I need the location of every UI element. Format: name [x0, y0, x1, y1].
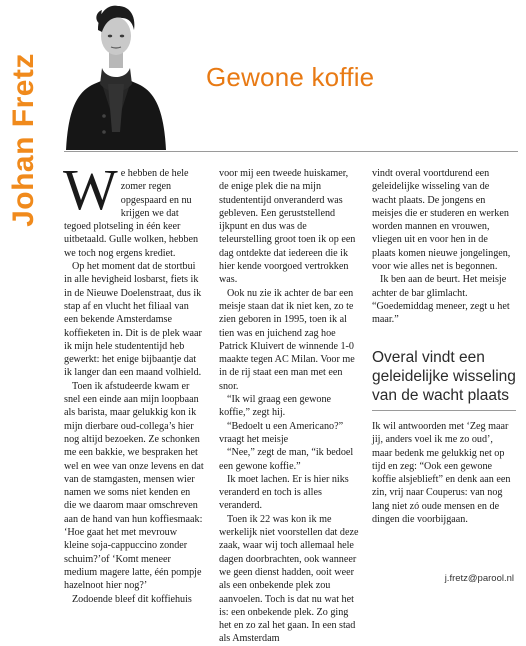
paragraph-5: voor mij een tweede huiskamer, de enige plek die na mijn studententijd onveranderd was gebleven. Een geruststellend ijkpunt en dus was de teleurstelling groot toen ik op een dag ontdekte dat iedereen die ik hier kende voorgoed vertrokken was. — [219, 168, 356, 286]
paragraph-12: vindt overal voortdurend een geleidelijke wisseling van de wacht plaats. De jongens en meisjes die er studeren en werken worden mannen en vrouwen, vliegen uit en voor hen in de plaats komen nieuwe jongelingen, voor wie alles net is begonnen. — [372, 168, 511, 273]
paragraph-1 — [63, 157, 204, 260]
article-column-3-continued — [372, 420, 512, 526]
paragraph-6: Ook nu zie ik achter de bar een meisje staan dat ik niet ken, zo te zien geboren in 1995, toen ik al tien was en juichend zag hoe Patrick Kluivert de winnende 1-0 maakte tegen AC Milan. Voor me in de rij staat een man met een snor. — [219, 287, 355, 392]
pull-quote: Overal vindt een geleidelijke wisseling van de wacht plaats — [372, 349, 516, 404]
paragraph-3: Toen ik afstudeerde kwam er snel een einde aan mijn loopbaan als barista, maar gelukkig kon ik mijn dierbare oud-collega’s hier nog altijd bezoeken. Ze schonken me een bakkie, we bespraken het wel en wee van onze levens en dat van de stamgasten, mensen wier namen we soms niet kenden en die we daarom maar omschreven aan de hand van hun koffiesmaak: ‘Hoe gaat het met mevrouw kleine soja-cappuccino zonder schuim?’of ‘Komt meneer medium magere latte, één pompje hazelnoot hier nog?’ — [64, 380, 204, 592]
paragraph-1-text: e hebben de hele zomer regen opgespaard en nu krijgen we dat tegoed plotseling in één keer uitbetaald. Gulle wolken, hebben we toch nog ergens krediet. — [64, 168, 199, 259]
drop-cap: W — [63, 157, 118, 222]
article-column-1 — [63, 157, 204, 606]
byline — [4, 53, 44, 227]
header-divider — [64, 151, 518, 152]
author-email: j.fretz@parool.nl — [444, 573, 514, 584]
paragraph-7: “Ik wil graag een gewone koffie,” zegt hij. — [219, 394, 332, 419]
article-column-3 — [372, 167, 512, 327]
column-title: Gewone koffie — [206, 62, 375, 92]
paragraph-9: “Nee,” zegt de man, “ik bedoel een gewone koffie.” — [219, 447, 354, 472]
paragraph-10: Ik moet lachen. Er is hier niks veranderd en toch is alles veranderd. — [219, 473, 349, 512]
paragraph-2: Op het moment dat de stortbui in alle hevigheid losbarst, fiets ik in de Nieuwe Doelenstraat, dus ik stap af en vlucht het filiaal van een bekende Amsterdamse koffieketen in. Dit is de plek waar ik mijn hele studententijd heb gewerkt: het enige bijbaantje dat ik langer dan een maand volhield. — [64, 261, 202, 379]
paragraph-8: “Bedoelt u een Americano?” vraagt het meisje — [219, 420, 344, 445]
author-portrait — [64, 0, 168, 150]
paragraph-11: Toen ik 22 was kon ik me werkelijk niet voorstellen dat deze zaak, waar wij toch allemaal hele dagen doorbrachten, ook wanneer we geen dienst hadden, ooit weer als een onbekende plek zou aanvoelen. Toch is dat nu wat het is: een onbekende plek. Zo ging het en zo zal het gaan. In een stad als Amsterdam — [219, 513, 359, 645]
paragraph-13: Ik ben aan de beurt. Het meisje achter de bar glimlacht. “Goedemiddag meneer, zegt u het maar.” — [372, 274, 510, 326]
pull-quote-divider — [372, 410, 516, 411]
paragraph-4: Zodoende bleef dit koffiehuis — [72, 593, 192, 605]
byline-text: Johan Fretz — [7, 53, 41, 227]
paragraph-14: Ik wil antwoorden met ‘Zeg maar jij, anders voel ik me zo oud’, maar bedenk me gelukkig net op tijd en zeg: “Ook een gewone koffie alsjeblieft” en denk aan een zin, vrij naar Couperus: van nog lang niet zó oude mensen en de dingen die voorbijgaan. — [372, 421, 511, 526]
article-column-2 — [219, 167, 359, 646]
